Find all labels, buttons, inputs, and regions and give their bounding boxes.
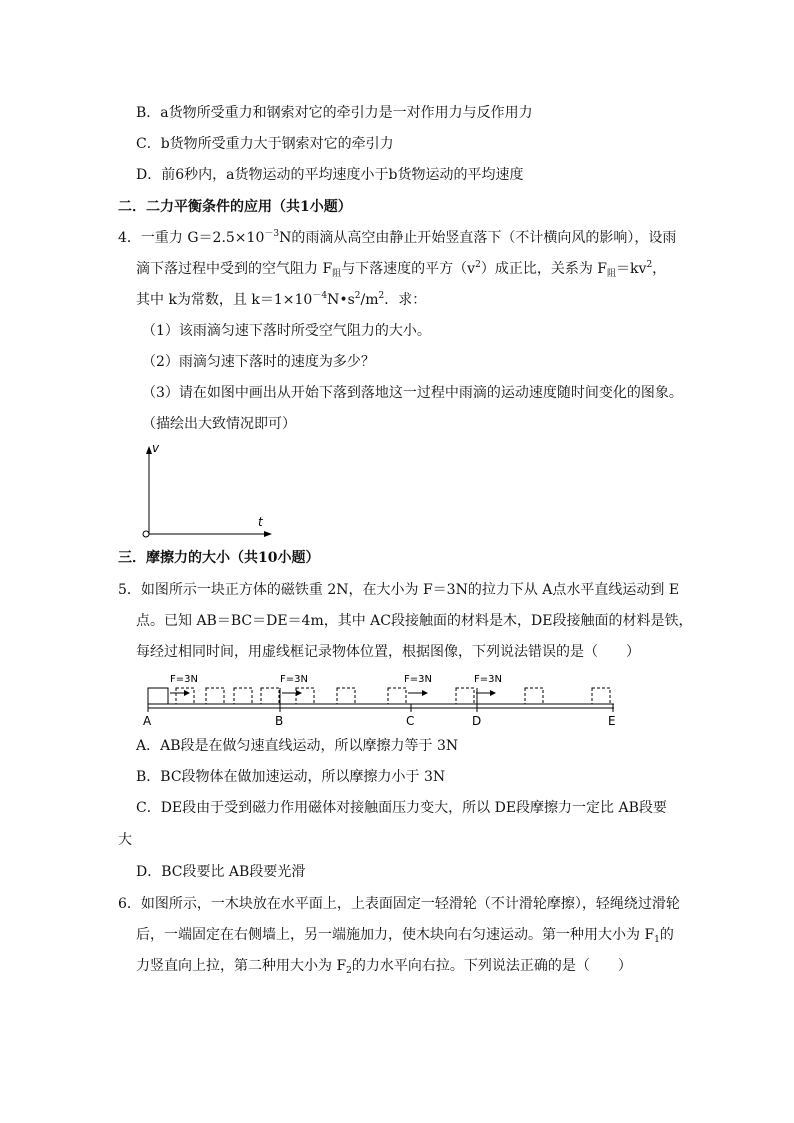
svg-text:F=3N: F=3N: [404, 674, 432, 685]
force-arrow-2: [280, 674, 308, 696]
x-axis: [149, 531, 272, 537]
q4-subquestion-3-note: （描绘出大致情况即可）: [142, 416, 296, 432]
point-label-c: C: [406, 714, 415, 728]
q4-subquestion-1: （1）该雨滴匀速下落时所受空气阻力的大小。: [142, 323, 431, 339]
q5-option-a: A．AB段是在做匀速直线运动，所以摩擦力等于 3N: [136, 738, 459, 754]
q6-stem-line3: 力竖直向上拉，第二种用大小为 $F_2$的力水平向右拉。下列说法正确的是（ ）: [136, 958, 632, 976]
q6-stem-line1: 6．如图所示，一木块放在水平面上，上表面固定一轻滑轮（不计滑轮摩擦），轻绳绕过滑轮: [118, 896, 680, 912]
q5-option-d: D．BC段要比 AB段要光滑: [136, 864, 306, 880]
q5-stem-line2: 点。已知 AB＝BC＝DE＝4m，其中 AC段接触面的材料是木，DE段接触面的材料是铁，: [136, 613, 693, 629]
svg-text:F=3N: F=3N: [170, 674, 198, 685]
q5-option-c-continued: 大: [118, 832, 132, 848]
point-label-e: E: [608, 714, 616, 728]
q3-option-c: C．b货物所受重力大于钢索对它的牵引力: [136, 136, 394, 152]
q4-subquestion-2: （2）雨滴匀速下落时的速度为多少？: [142, 354, 375, 370]
q5-motion-figure: [140, 670, 620, 730]
point-label-a: A: [143, 714, 152, 728]
svg-text:F=3N: F=3N: [280, 674, 308, 685]
svg-text:F=3N: F=3N: [474, 674, 502, 685]
q4-stem-line2: 滴下落过程中受到的空气阻力 $F_阻$与下落速度的平方$(v^2)$成正比，关系为 $F_阻=kv^2$，: [136, 260, 667, 279]
q6-stem-line2: 后，一端固定在右侧墙上，另一端施加力，使木块向右匀速运动。第一种用大小为 $F_1$的: [136, 927, 674, 945]
x-axis-label: t: [258, 515, 263, 529]
q4-vt-graph: [140, 438, 280, 542]
q5-stem-line3: 每经过相同时间，用虚线框记录物体位置，根据图像，下列说法错误的是（ ）: [136, 644, 640, 660]
q3-option-b: B．a货物所受重力和钢索对它的牵引力是一对作用力与反作用力: [136, 105, 533, 121]
magnet-block: [148, 688, 168, 704]
point-label-d: D: [472, 714, 482, 728]
origin-marker: [143, 531, 149, 537]
y-axis-label: v: [152, 441, 160, 455]
q5-option-c: C．DE段由于受到磁力作用磁体对接触面压力变大，所以 DE段摩擦力一定比 AB段要: [136, 800, 667, 816]
point-label-b: B: [275, 714, 284, 728]
section-heading-3: 三．摩擦力的大小（共10小题）: [118, 550, 320, 566]
dashed-position-boxes: [176, 688, 610, 704]
q4-subquestion-3: （3）请在如图中画出从开始下落到落地这一过程中雨滴的运动速度随时间变化的图象。: [142, 385, 683, 401]
force-arrow-3: [404, 674, 432, 696]
q4-stem-line3: 其中 k为常数，且 $k=1\times 10^{-4}N•s^2/m^2$．求：: [136, 291, 427, 308]
force-arrow-4: [474, 674, 502, 696]
q5-option-b: B．BC段物体在做加速运动，所以摩擦力小于 3N: [136, 769, 446, 785]
q5-stem-line1: 5．如图所示一块正方体的磁铁重 2N，在大小为 F＝3N的拉力下从 A点水平直线运动到 E: [118, 582, 680, 598]
q3-option-d: D．前6秒内，a货物运动的平均速度小于b货物运动的平均速度: [136, 167, 524, 183]
section-heading-2: 二．二力平衡条件的应用（共1小题）: [118, 199, 352, 215]
y-axis: [146, 446, 152, 534]
q4-stem-line1: 4．一重力 $G=2.5\times 10^{-3}N$的雨滴从高空由静止开始竖直落下（不计横向风的影响），设雨: [118, 229, 677, 246]
